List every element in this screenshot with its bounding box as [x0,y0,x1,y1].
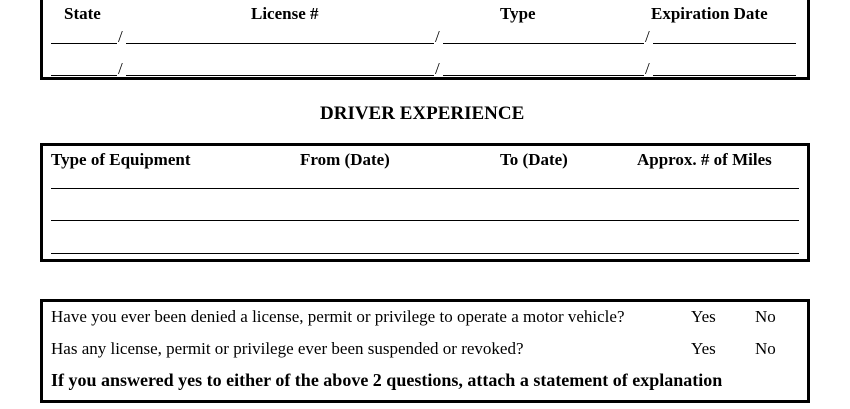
separator: / [645,59,650,78]
type-field-1[interactable] [443,42,644,44]
experience-line-3[interactable] [51,252,799,254]
approx-miles-header: Approx. # of Miles [637,150,772,169]
experience-line-1[interactable] [51,187,799,189]
to-date-header: To (Date) [500,150,568,169]
yes-option-1[interactable]: Yes [691,307,716,326]
no-option-1[interactable]: No [755,307,776,326]
expiration-date-field-2[interactable] [653,74,796,76]
state-field-1[interactable] [51,42,117,44]
separator: / [118,59,123,78]
driver-experience-title: DRIVER EXPERIENCE [320,103,525,124]
expiration-date-header: Expiration Date [651,4,768,23]
license-number-field-2[interactable] [126,74,434,76]
type-header: Type [500,4,536,23]
license-number-header: License # [251,4,319,23]
separator: / [645,27,650,46]
separator: / [118,27,123,46]
question-denied-license: Have you ever been denied a license, permit or privilege to operate a motor vehicle? [51,307,625,326]
experience-line-2[interactable] [51,219,799,221]
from-date-header: From (Date) [300,150,390,169]
expiration-date-field-1[interactable] [653,42,796,44]
explanation-instruction: If you answered yes to either of the above 2 questions, attach a statement of explanation [51,370,723,390]
separator: / [435,59,440,78]
no-option-2[interactable]: No [755,339,776,358]
type-of-equipment-header: Type of Equipment [51,150,191,169]
question-suspended-revoked: Has any license, permit or privilege ever been suspended or revoked? [51,339,524,358]
yes-option-2[interactable]: Yes [691,339,716,358]
state-field-2[interactable] [51,74,117,76]
type-field-2[interactable] [443,74,644,76]
separator: / [435,27,440,46]
state-header: State [64,4,101,23]
license-number-field-1[interactable] [126,42,434,44]
